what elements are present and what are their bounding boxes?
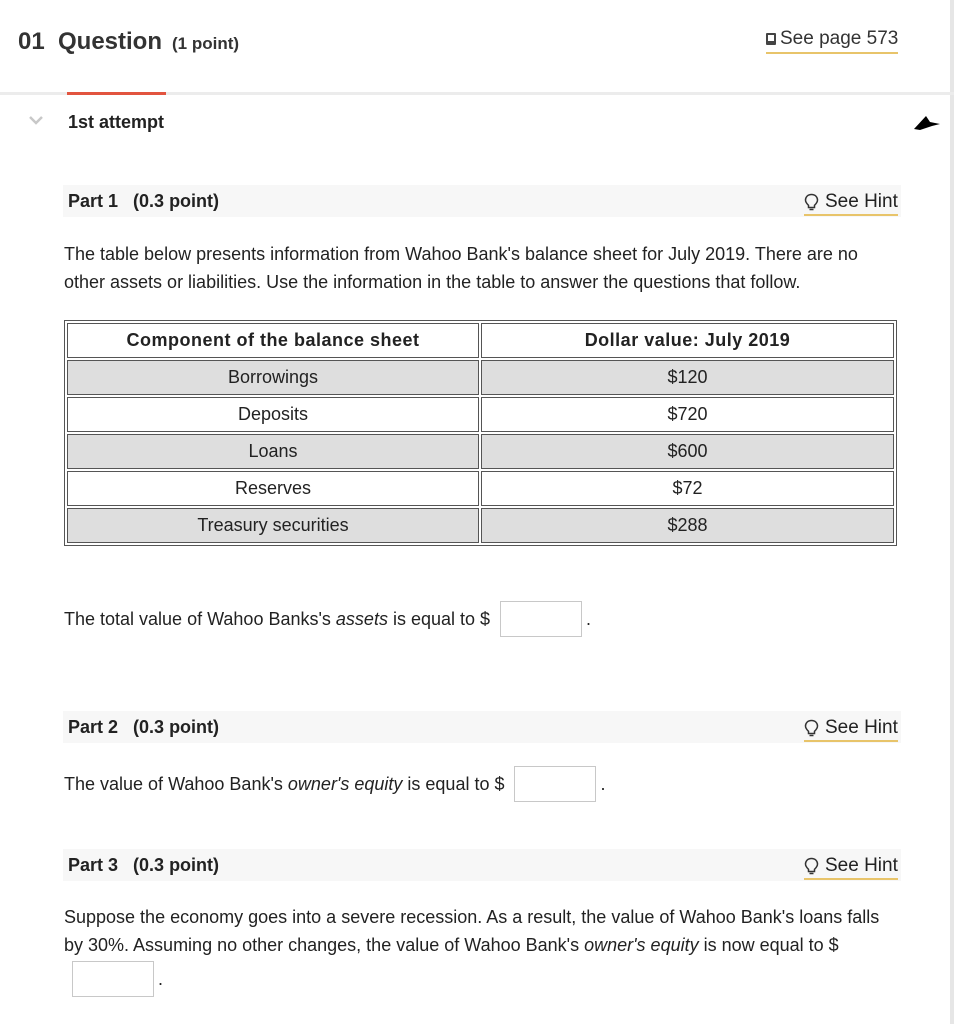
table-row [67, 434, 894, 469]
table-cell-component: Deposits [67, 397, 479, 432]
part1-intro: The table below presents information from Wahoo Bank's balance sheet for July 2019. There are no other assets or liabilities. Use the information in the table to answer the questions that follow. [64, 244, 858, 292]
table-cell-component: Reserves [67, 471, 479, 506]
see-page-link[interactable] [766, 28, 898, 54]
table-cell-value: $600 [481, 434, 894, 469]
balance-sheet-table [64, 320, 897, 546]
assets-answer-input[interactable] [500, 601, 582, 637]
mouse-cursor-icon [910, 110, 942, 136]
table-row [67, 471, 894, 506]
part1-see-hint-link[interactable] [804, 191, 898, 216]
part3-see-hint-link[interactable] [804, 855, 898, 880]
see-page-label: See page 573 [780, 28, 899, 49]
question-number: 01 [18, 28, 45, 55]
book-icon [766, 33, 776, 45]
part2-question: The value of Wahoo Bank's owner's equity is equal to $ . [64, 766, 606, 802]
lightbulb-icon [804, 719, 819, 737]
table-cell-value: $288 [481, 508, 894, 543]
table-cell-component: Loans [67, 434, 479, 469]
table-header-row [67, 323, 894, 358]
owners-equity-answer-input[interactable] [514, 766, 596, 802]
part3-label: Part 3 (0.3 point) [68, 855, 220, 875]
lightbulb-icon [804, 857, 819, 875]
lightbulb-icon [804, 193, 819, 211]
part3-question: Suppose the economy goes into a severe recession. As a result, the value of Wahoo Bank's loans falls by 30%. Assuming no other changes, the value of Wahoo Bank's owner's equity is now equal to $ . [64, 903, 879, 997]
question-points: (1 point) [172, 34, 240, 53]
part2-hint-label: See Hint [825, 717, 898, 738]
table-row [67, 397, 894, 432]
table-cell-value: $120 [481, 360, 894, 395]
table-header-value: Dollar value: July 2019 [481, 323, 894, 358]
table-header-component: Component of the balance sheet [67, 323, 479, 358]
table-cell-component: Borrowings [67, 360, 479, 395]
chevron-down-icon[interactable] [28, 112, 44, 128]
attempt-tab-indicator [67, 92, 166, 95]
table-cell-component: Treasury securities [67, 508, 479, 543]
part1-hint-label: See Hint [825, 191, 898, 212]
part2-label: Part 2 (0.3 point) [68, 717, 220, 737]
part1-question: The total value of Wahoo Banks's assets is equal to $ . [64, 601, 591, 637]
question-title: Question [58, 28, 163, 55]
part2-see-hint-link[interactable] [804, 717, 898, 742]
table-row [67, 508, 894, 543]
table-row [67, 360, 894, 395]
part1-label: Part 1 (0.3 point) [68, 191, 220, 211]
attempt-label[interactable]: 1st attempt [68, 112, 165, 132]
part3-hint-label: See Hint [825, 855, 898, 876]
table-cell-value: $720 [481, 397, 894, 432]
table-cell-value: $72 [481, 471, 894, 506]
right-scroll-edge [950, 0, 954, 1024]
new-owners-equity-answer-input[interactable] [72, 961, 154, 997]
